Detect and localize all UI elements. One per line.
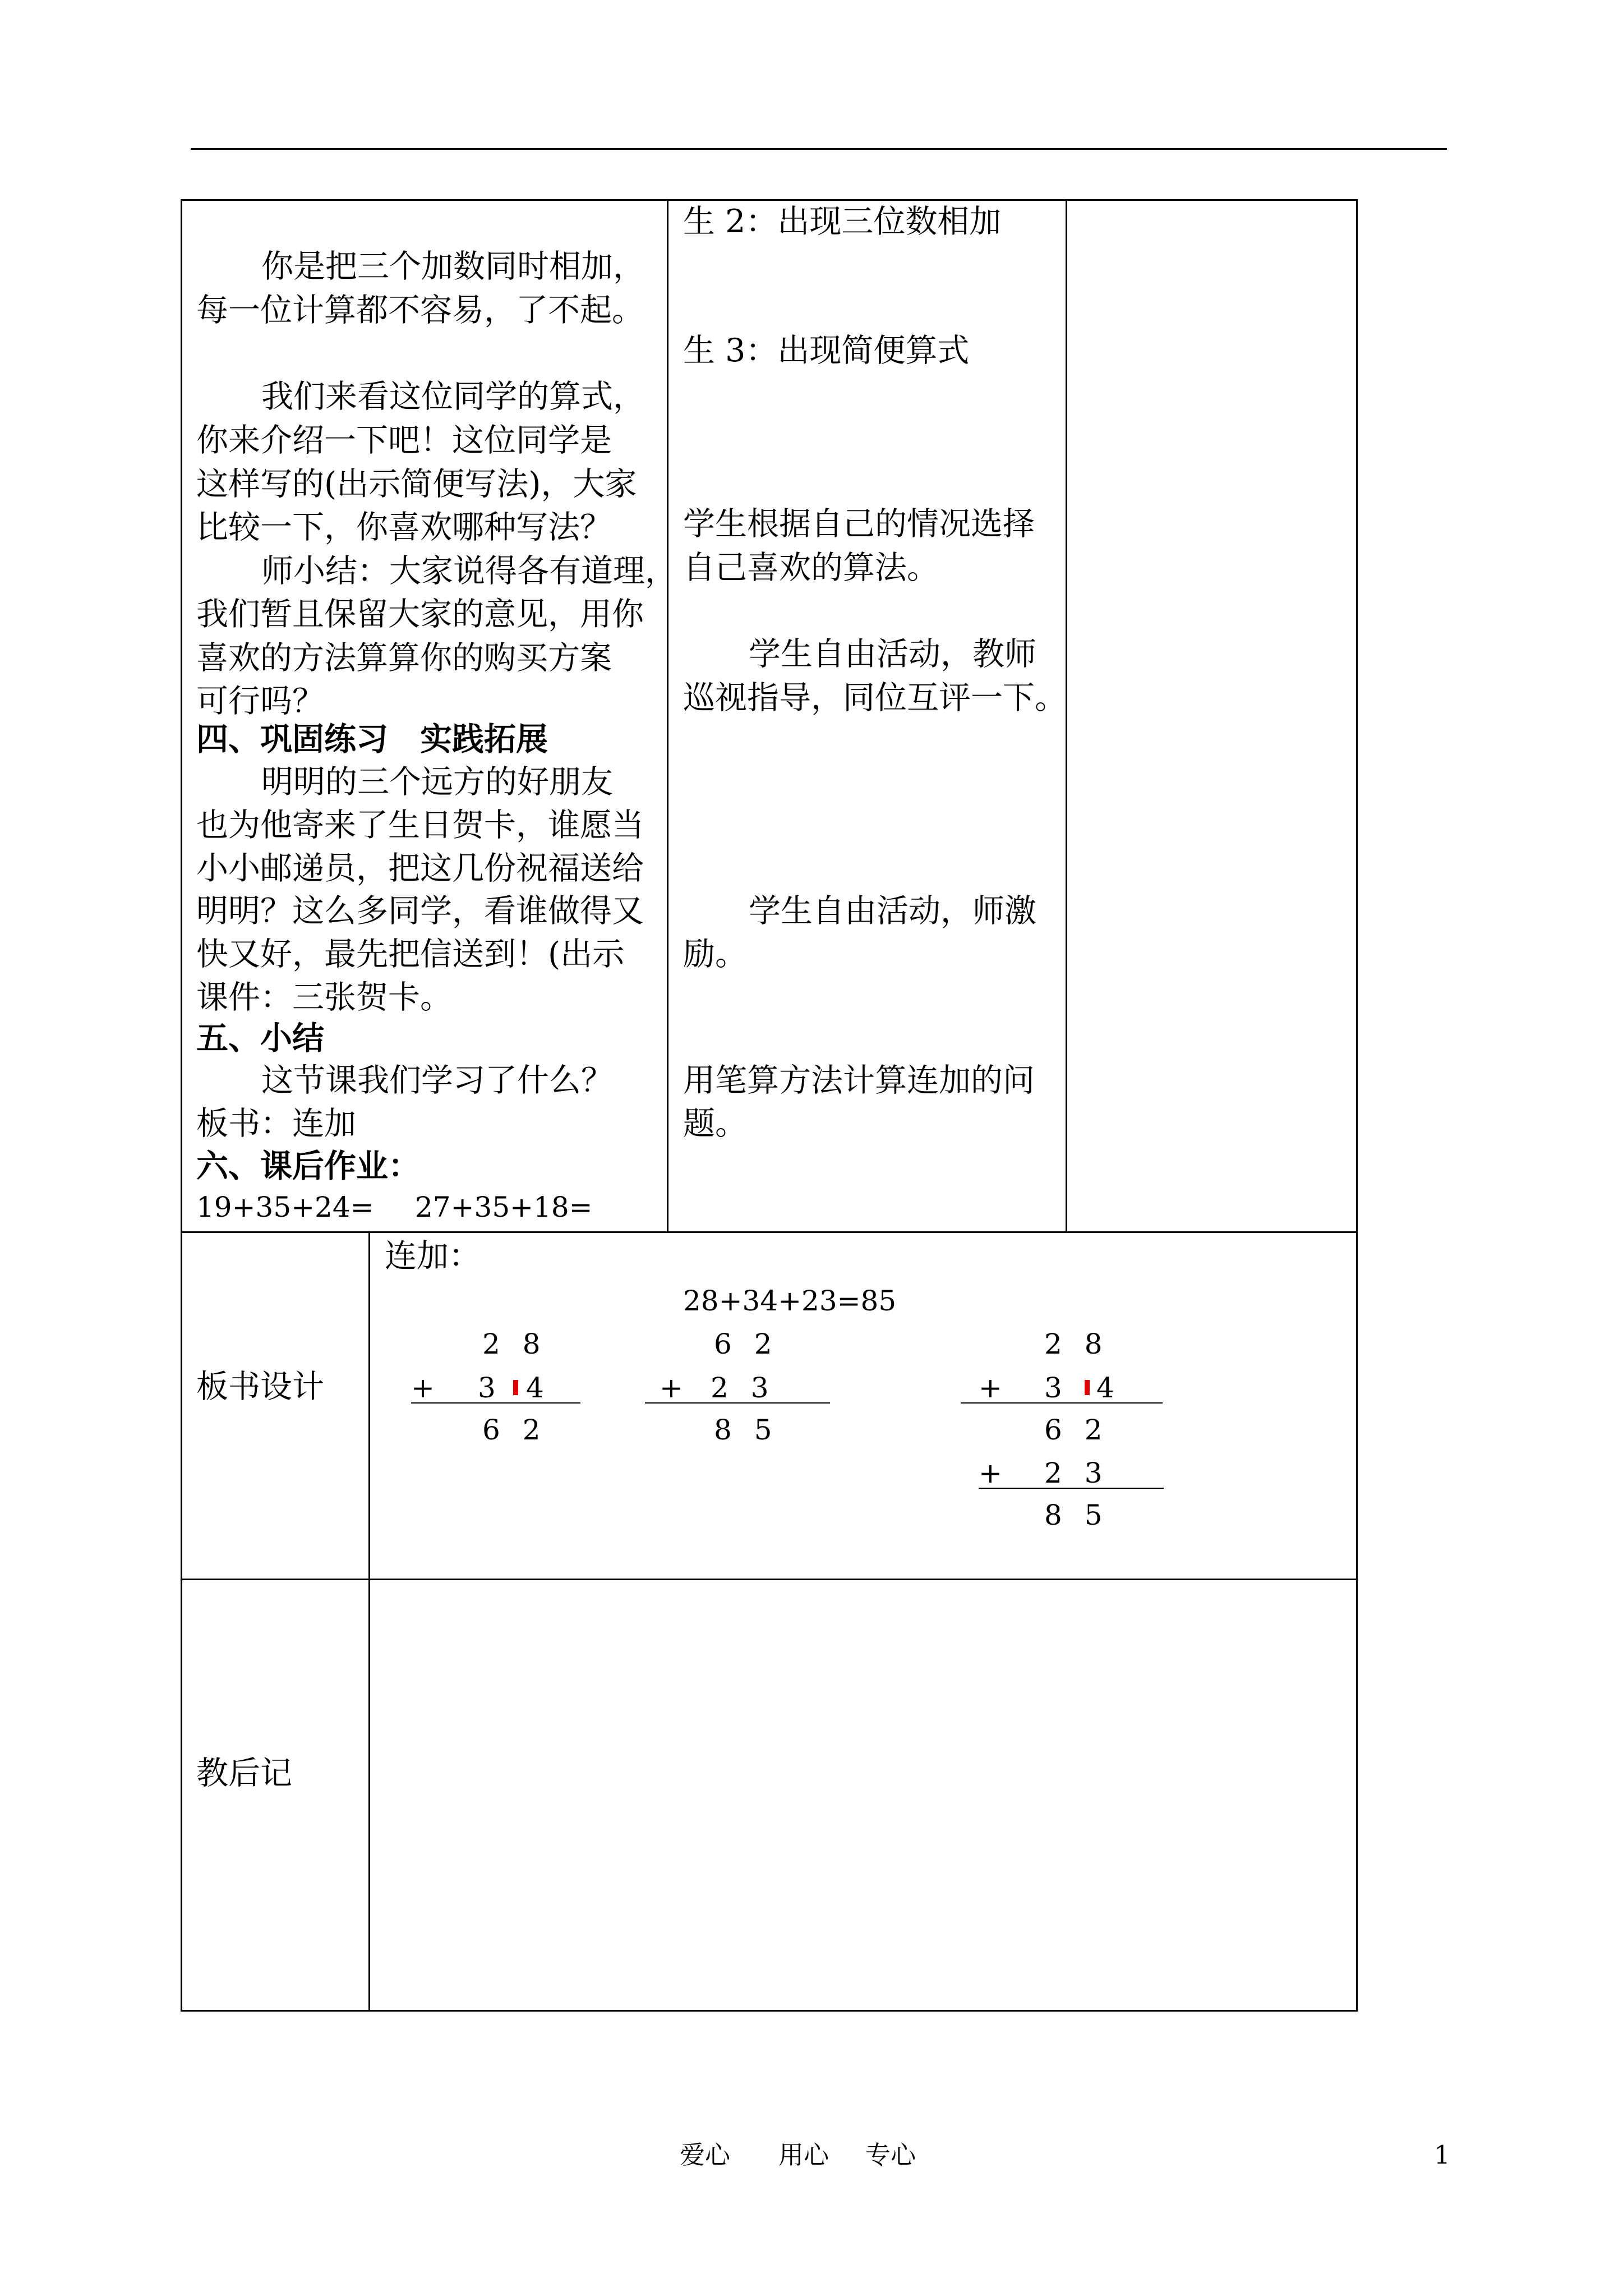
footer-motto: 爱心 [680, 2140, 731, 2170]
calc-result: 6 2 [482, 1414, 541, 1446]
plus-sign: + [411, 1372, 435, 1404]
section-heading: 六、课后作业： [196, 1147, 420, 1185]
calc-digits: 2 3 [1044, 1457, 1103, 1489]
board-title: 连加： [385, 1237, 481, 1274]
text-line: 这样写的(出示简便写法)，大家 [196, 466, 637, 503]
calc-underline [961, 1402, 1163, 1404]
text-line: 每一位计算都不容易，了不起。 [196, 292, 644, 329]
calc-result: 8 5 [714, 1414, 772, 1446]
text-line: 题。 [683, 1105, 747, 1142]
text-line: 学生自由活动，教师 [749, 636, 1036, 673]
text-line: 你来介绍一下吧！这位同学是 [196, 422, 612, 459]
text-line: 可行吗？ [196, 683, 324, 720]
text-line: 巡视指导，同位互评一下。 [683, 679, 1067, 716]
calc-subtotal: 6 2 [1044, 1414, 1103, 1446]
text-line: 学生自由活动，师激 [749, 892, 1036, 930]
table-right-border [1356, 199, 1358, 2011]
reflection-label: 教后记 [196, 1755, 292, 1792]
text-line: 喜欢的方法算算你的购买方案 [196, 639, 612, 677]
text-line: 板书：连加 [196, 1105, 356, 1142]
text-line: 比较一下，你喜欢哪种写法？ [196, 509, 612, 546]
calc-underline [645, 1402, 830, 1404]
board-equation: 28+34+23=85 [683, 1285, 897, 1317]
calc-underline [411, 1402, 580, 1404]
text-line: 课件：三张贺卡。 [196, 979, 452, 1016]
col-divider-teacher [667, 199, 668, 1232]
text-line: 明明？这么多同学，看谁做得又 [196, 892, 644, 930]
text-line: 快又好，最先把信送到！(出示 [196, 936, 625, 973]
carry-mark [513, 1380, 518, 1395]
text-line: 这节课我们学习了什么？ [261, 1062, 613, 1099]
calc-digit: 3 [478, 1372, 496, 1404]
calc-top: 6 2 [714, 1328, 772, 1360]
row-divider-1 [181, 1231, 1358, 1233]
text-line: 我们来看这位同学的算式， [261, 378, 645, 415]
table-left-border [181, 199, 182, 2011]
text-line: 生 2：出现三位数相加 [683, 203, 1002, 240]
calc-result: 8 5 [1044, 1499, 1103, 1531]
text-line: 明明的三个远方的好朋友 [261, 763, 613, 800]
text-line: 励。 [683, 936, 747, 973]
table-bottom-border [181, 2010, 1358, 2012]
homework-item: 27+35+18= [415, 1191, 593, 1223]
text-line: 用笔算方法计算连加的问 [683, 1062, 1035, 1099]
text-line: 自己喜欢的算法。 [683, 549, 939, 586]
text-line: 学生根据自己的情况选择 [683, 505, 1035, 542]
board-label: 板书设计 [196, 1368, 324, 1405]
plus-sign: + [979, 1457, 1002, 1489]
row-divider-2 [181, 1579, 1358, 1580]
footer-motto: 专心 [865, 2140, 916, 2170]
calc-underline [979, 1488, 1164, 1489]
text-line: 也为他寄来了生日贺卡，谁愿当 [196, 807, 644, 844]
homework-item: 19+35+24= [196, 1191, 374, 1223]
calc-digit: 3 [1044, 1372, 1062, 1404]
text-line: 生 3：出现简便算式 [683, 332, 970, 369]
calc-top: 2 8 [482, 1328, 541, 1360]
text-line: 小小邮递员，把这几份祝福送给 [196, 850, 644, 887]
header-rule [191, 148, 1447, 150]
text-line: 我们暂且保留大家的意见，用你 [196, 596, 644, 633]
page-number: 1 [1434, 2140, 1450, 2170]
calc-top: 2 8 [1044, 1328, 1103, 1360]
text-line: 你是把三个加数同时相加， [261, 248, 645, 285]
footer-motto: 用心 [778, 2140, 829, 2170]
section-heading: 四、巩固练习 实践拓展 [196, 720, 548, 758]
calc-digits: 2 3 [711, 1372, 769, 1404]
calc-digit: 4 [526, 1372, 544, 1404]
col-divider-label [368, 1231, 370, 2011]
text-line: 师小结：大家说得各有道理， [261, 553, 677, 590]
calc-digit: 4 [1096, 1372, 1114, 1404]
section-heading: 五、小结 [196, 1019, 324, 1057]
plus-sign: + [979, 1372, 1002, 1404]
plus-sign: + [660, 1372, 683, 1404]
carry-mark [1085, 1380, 1090, 1395]
